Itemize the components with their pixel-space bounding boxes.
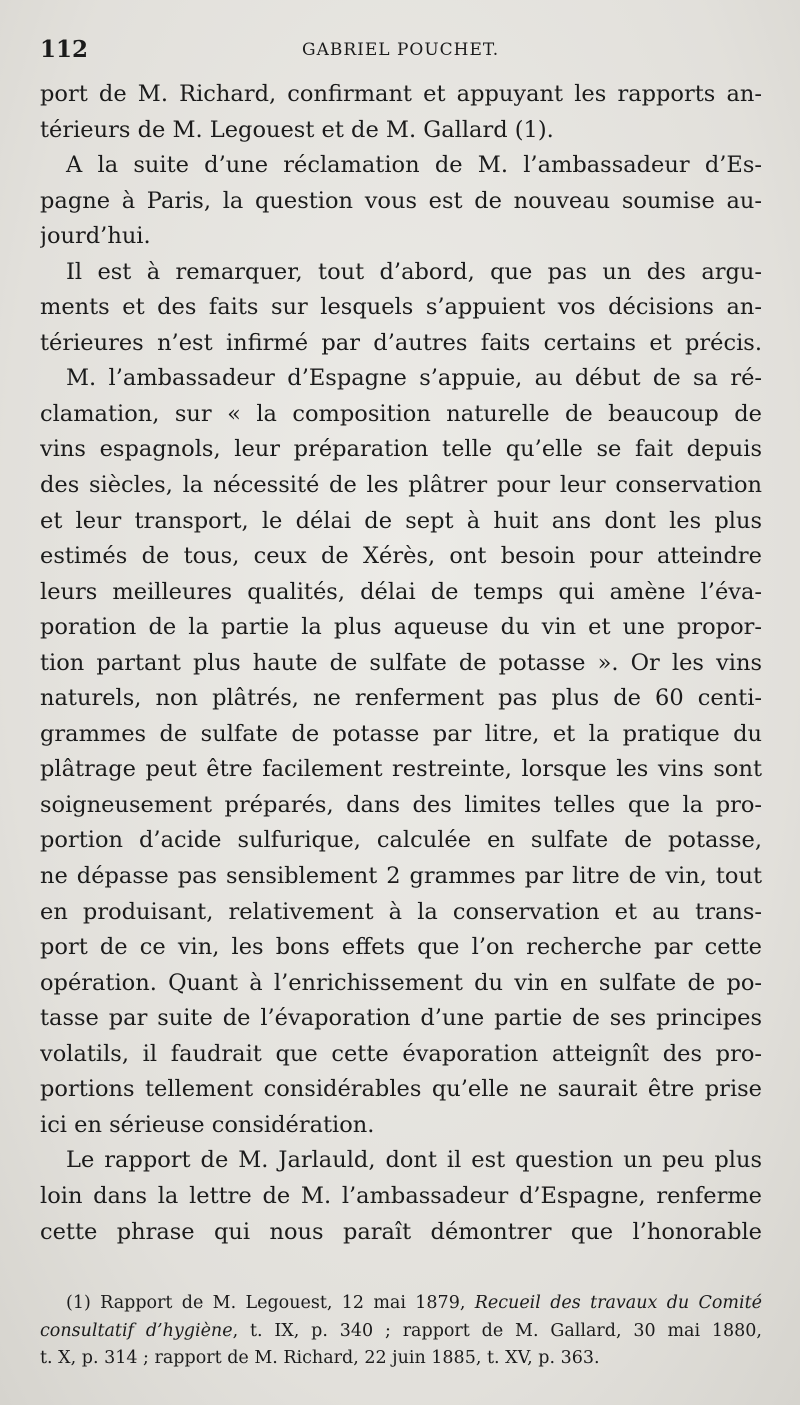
text-line: portions tellement considérables qu’elle ne saurait être prise bbox=[40, 1076, 762, 1103]
footnote-text: (1) Rapport de M. Legouest, 12 mai 1879, bbox=[66, 1293, 475, 1313]
footnote-line bbox=[40, 1290, 762, 1318]
text-line: Le rapport de M. Jarlauld, dont il est question un peu plus bbox=[66, 1147, 762, 1174]
text-line: opération. Quant à l’enrichissement du vin en sulfate de po- bbox=[40, 969, 762, 996]
text-line: M. l’ambassadeur d’Espagne s’appuie, au début de sa ré- bbox=[66, 365, 762, 392]
text-line: tion partant plus haute de sulfate de potasse ». Or les vins bbox=[40, 649, 762, 676]
footnote-text: t. X, p. 314 ; rapport de M. Richard, 22 juin 1885, t. XV, p. 363. bbox=[40, 1348, 600, 1368]
text-line: vins espagnols, leur préparation telle qu’elle se fait depuis bbox=[40, 436, 762, 463]
footnote-line bbox=[40, 1345, 762, 1373]
footnote-text: , t. IX, p. 340 ; rapport de M. Gallard, 30 mai 1880, bbox=[232, 1320, 762, 1341]
text-line: des siècles, la nécessité de les plâtrer pour leur conservation bbox=[40, 472, 762, 499]
text-line: cette phrase qui nous paraît démontrer que l’honorable bbox=[40, 1218, 762, 1245]
text-line: loin dans la lettre de M. l’ambassadeur d’Espagne, renferme bbox=[40, 1182, 762, 1209]
text-line: jourd’hui. bbox=[40, 223, 151, 250]
page-header bbox=[40, 36, 760, 66]
text-line: naturels, non plâtrés, ne renferment pas plus de 60 centi- bbox=[40, 685, 762, 712]
text-line: leurs meilleures qualités, délai de temps qui amène l’éva- bbox=[40, 578, 762, 605]
text-line: plâtrage peut être facilement restreinte, lorsque les vins sont bbox=[40, 756, 762, 783]
text-line: port de ce vin, les bons effets que l’on recherche par cette bbox=[40, 934, 762, 961]
text-line: térieurs de M. Legouest et de M. Gallard (1). bbox=[40, 116, 554, 143]
text-line: et leur transport, le délai de sept à huit ans dont les plus bbox=[40, 507, 762, 534]
text-line: volatils, il faudrait que cette évaporation atteignît des pro- bbox=[40, 1040, 762, 1067]
text-line: ne dépasse pas sensiblement 2 grammes par litre de vin, tout bbox=[40, 863, 762, 890]
text-line: en produisant, relativement à la conservation et au trans- bbox=[40, 898, 762, 925]
text-line: grammes de sulfate de potasse par litre, et la pratique du bbox=[40, 720, 762, 747]
footnote-line bbox=[40, 1318, 762, 1346]
footnote-italic: consultatif d’hygiène bbox=[40, 1320, 233, 1341]
page-number: 112 bbox=[40, 36, 89, 63]
text-line: portion d’acide sulfurique, calculée en sulfate de potasse, bbox=[40, 827, 762, 854]
text-line: soigneusement préparés, dans des limites telles que la pro- bbox=[40, 791, 762, 818]
footnotes bbox=[40, 1290, 762, 1373]
text-line: tasse par suite de l’évaporation d’une partie de ses principes bbox=[40, 1005, 762, 1032]
text-line: A la suite d’une réclamation de M. l’ambassadeur d’Es- bbox=[66, 152, 762, 179]
text-line: port de M. Richard, confirmant et appuyant les rapports an- bbox=[40, 81, 762, 107]
text-line: ici en sérieuse considération. bbox=[40, 1111, 375, 1138]
text-line: clamation, sur « la composition naturelle de beaucoup de bbox=[40, 400, 762, 427]
body-text bbox=[40, 77, 762, 1250]
footnote-italic: Recueil des travaux du Comité bbox=[474, 1293, 762, 1313]
text-line: ments et des faits sur lesquels s’appuient vos décisions an- bbox=[40, 294, 762, 321]
text-line: estimés de tous, ceux de Xérès, ont besoin pour atteindre bbox=[40, 543, 762, 570]
text-line: Il est à remarquer, tout d’abord, que pas un des argu- bbox=[66, 258, 762, 285]
text-line: térieures n’est infirmé par d’autres faits certains et précis. bbox=[40, 329, 762, 356]
text-line: pagne à Paris, la question vous est de nouveau soumise au- bbox=[40, 187, 762, 214]
running-head: GABRIEL POUCHET. bbox=[302, 40, 500, 60]
text-line: poration de la partie la plus aqueuse du vin et une propor- bbox=[40, 614, 762, 641]
